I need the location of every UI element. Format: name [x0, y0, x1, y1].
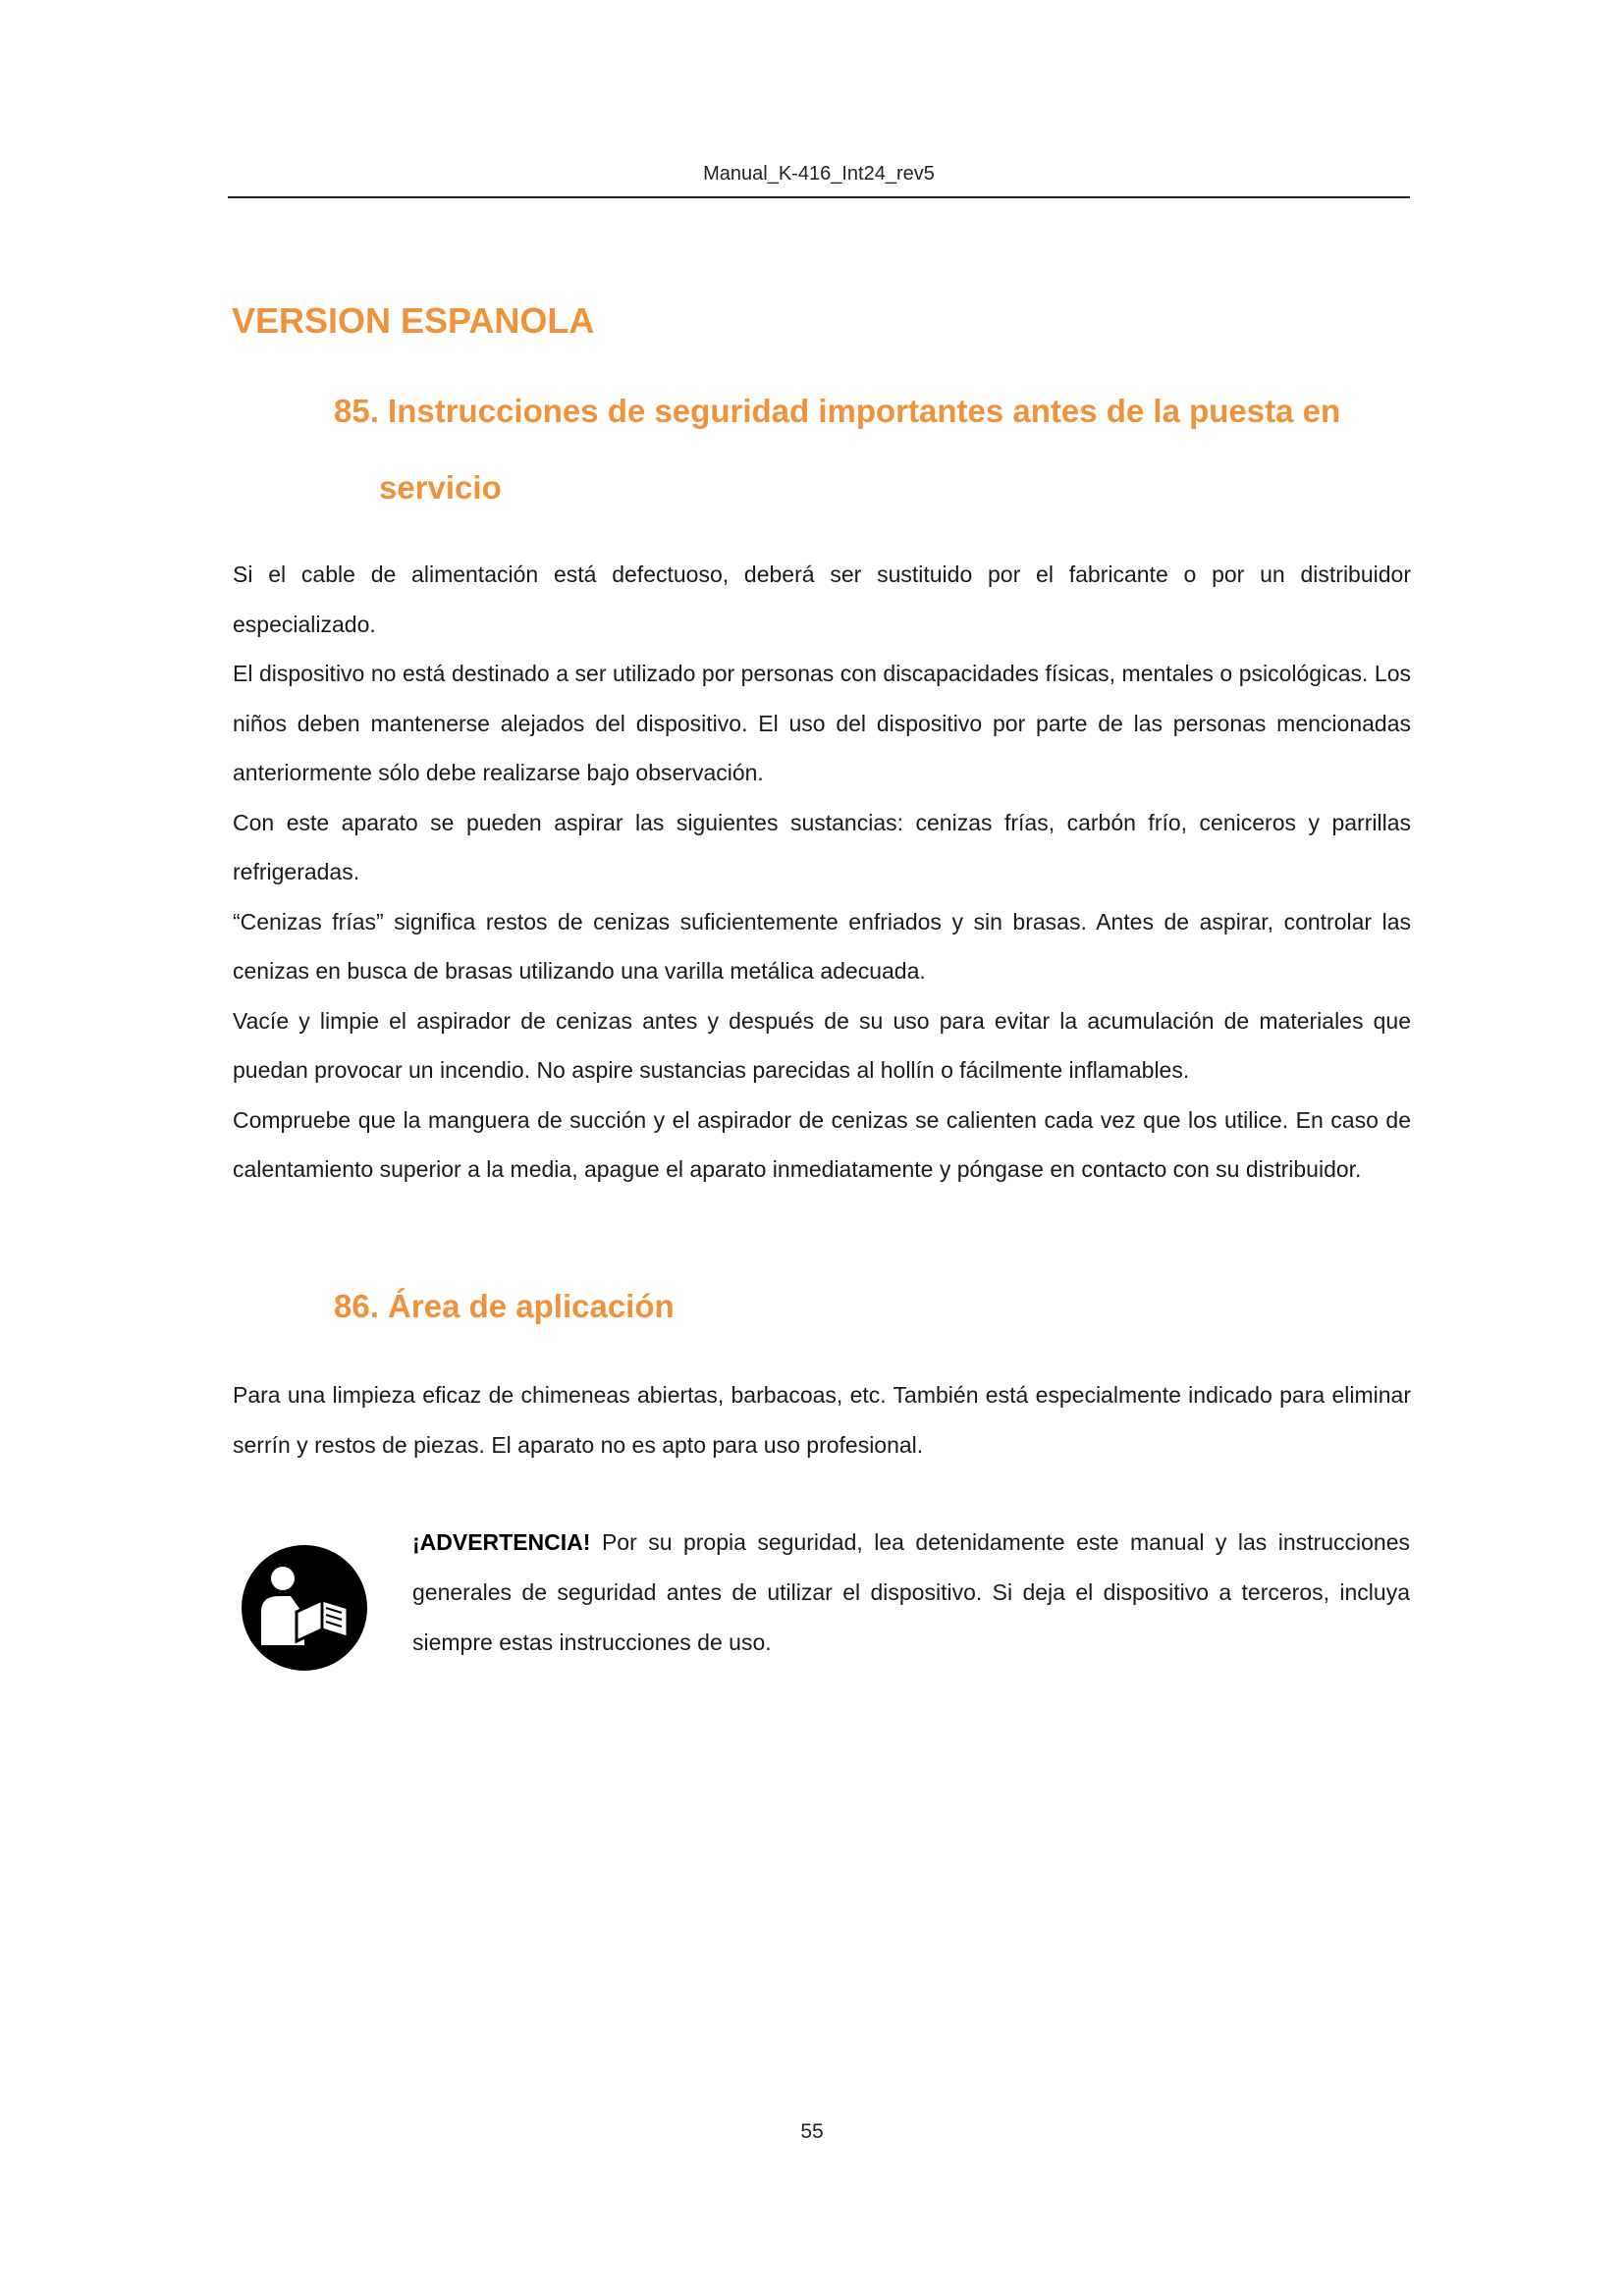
heading-86 [334, 1288, 675, 1325]
warning-body: Por su propia seguridad, lea detenidamente este manual y las instrucciones generales de seguridad antes de utilizar el dispositivo. Si deja el dispositivo a terceros, incluya siempre estas instrucciones de uso. [412, 1529, 1411, 1655]
paragraph: Para una limpieza eficaz de chimeneas abiertas, barbacoas, etc. También está especialmente indicado para eliminar serrín y restos de piezas. El aparato no es apto para uso profesional. [233, 1382, 1411, 1458]
read-manual-icon [240, 1543, 369, 1673]
paragraph: Con este aparato se pueden aspirar las siguientes sustancias: cenizas frías, carbón frío, ceniceros y parrillas refrigeradas. [233, 809, 1411, 884]
paragraph: Si el cable de alimentación está defectuoso, deberá ser sustituido por el fabricante o por un distribuidor especializado. [233, 561, 1411, 637]
paragraph: El dispositivo no está destinado a ser utilizado por personas con discapacidades físicas, mentales o psicológicas. Los niños deben mantenerse alejados del dispositivo. El uso del dispositivo por parte de las personas mencionadas anteriormente sólo debe realizarse bajo observación. [233, 661, 1411, 785]
heading-85-number: 85. [334, 393, 379, 429]
paragraph: Compruebe que la manguera de succión y el aspirador de cenizas se calienten cada vez que los utilice. En caso de calentamiento superior a la media, apague el aparato inmediatamente y póngase en contacto con su distribuidor. [233, 1106, 1411, 1182]
page-header [228, 163, 1410, 198]
section-86-body [233, 1370, 1411, 1469]
heading-86-title: Área de aplicación [388, 1288, 675, 1324]
heading-85-title-line1: Instrucciones de seguridad importantes antes de la puesta en [388, 393, 1341, 429]
warning-label: ¡ADVERTENCIA! [412, 1529, 591, 1555]
heading-85 [334, 393, 1340, 430]
header-text: Manual_K-416_Int24_rev5 [703, 163, 935, 185]
heading-85-title-line2: servicio [379, 469, 502, 506]
warning-text [412, 1518, 1410, 1668]
section-85-body [233, 550, 1411, 1195]
paragraph: Vacíe y limpie el aspirador de cenizas antes y después de su uso para evitar la acumulación de materiales que puedan provocar un incendio. No aspire sustancias parecidas al hollín o fácilmente inflamables. [233, 1007, 1411, 1083]
section-title: VERSION ESPANOLA [232, 300, 595, 341]
page-number: 55 [800, 2120, 824, 2143]
paragraph: “Cenizas frías” significa restos de cenizas suficientemente enfriados y sin brasas. Antes de aspirar, controlar las cenizas en busca de brasas utilizando una varilla metálica adecuada. [233, 908, 1411, 984]
heading-86-number: 86. [334, 1288, 379, 1324]
